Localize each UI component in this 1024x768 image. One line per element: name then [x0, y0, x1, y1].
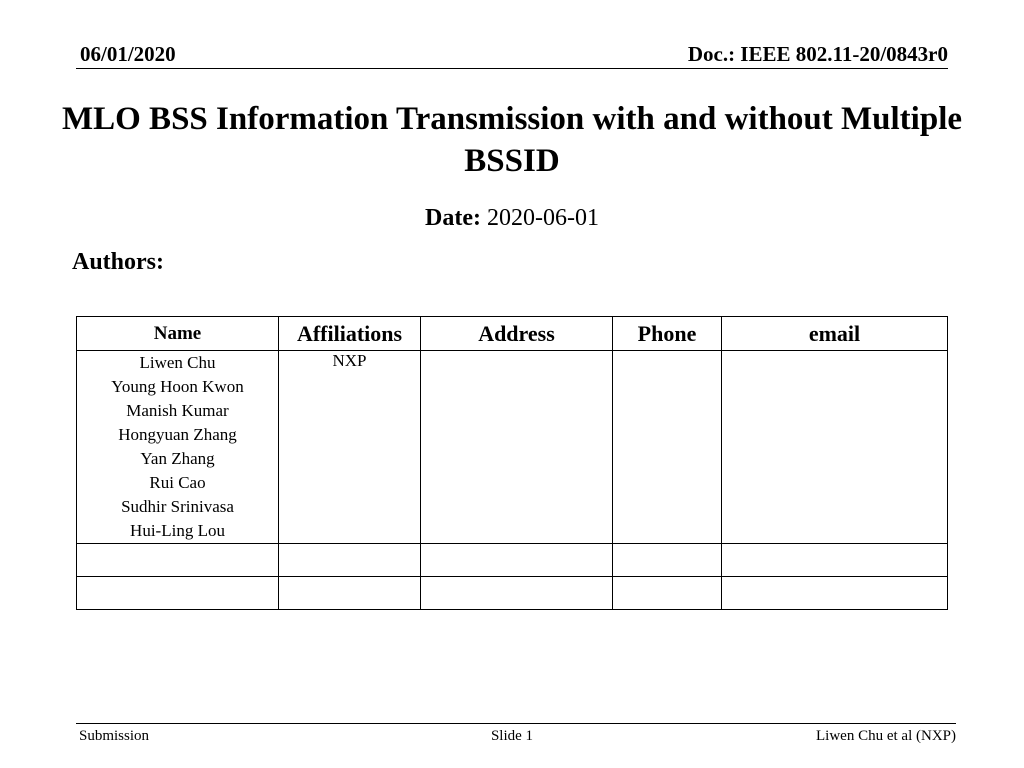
header-date: 06/01/2020	[80, 42, 176, 66]
empty-cell	[77, 577, 279, 610]
table-row	[77, 544, 948, 577]
author-name: Manish Kumar	[126, 401, 229, 420]
date-line	[0, 205, 1024, 232]
author-name: Young Hoon Kwon	[111, 377, 244, 396]
col-header-address: Address	[421, 317, 613, 351]
empty-cell	[613, 577, 722, 610]
table-header-row	[77, 317, 948, 351]
empty-cell	[722, 577, 948, 610]
date-label: Date:	[425, 205, 481, 231]
col-header-affiliations: Affiliations	[279, 317, 421, 351]
author-name: Sudhir Srinivasa	[121, 497, 234, 516]
phone-cell	[613, 351, 722, 544]
authors-label: Authors:	[72, 249, 165, 275]
affiliation-cell: NXP	[279, 351, 421, 544]
empty-cell	[77, 544, 279, 577]
footer-slide-number: Slide 1	[490, 728, 534, 744]
footer-submission: Submission	[79, 728, 150, 744]
col-header-email: email	[722, 317, 948, 351]
col-header-name: Name	[77, 317, 279, 351]
empty-cell	[279, 544, 421, 577]
footer-author: Liwen Chu et al (NXP)	[816, 728, 956, 744]
header-doc-id: Doc.: IEEE 802.11-20/0843r0	[687, 42, 948, 66]
empty-cell	[421, 544, 613, 577]
author-name: Hui-Ling Lou	[130, 521, 225, 540]
slide-title: MLO BSS Information Transmission with and without Multiple BSSID	[61, 101, 963, 179]
names-cell	[77, 351, 279, 544]
author-name: Liwen Chu	[139, 353, 216, 372]
email-cell	[722, 351, 948, 544]
empty-cell	[421, 577, 613, 610]
empty-cell	[613, 544, 722, 577]
table-row	[77, 577, 948, 610]
date-value: 2020-06-01	[486, 205, 599, 231]
footer-rule	[76, 723, 956, 724]
author-name: Rui Cao	[149, 473, 206, 492]
col-header-phone: Phone	[613, 317, 722, 351]
author-name: Hongyuan Zhang	[118, 425, 237, 444]
author-name: Yan Zhang	[140, 449, 215, 468]
table-row	[77, 351, 948, 544]
empty-cell	[279, 577, 421, 610]
header-rule	[76, 68, 948, 69]
empty-cell	[722, 544, 948, 577]
address-cell	[421, 351, 613, 544]
authors-table	[76, 316, 948, 610]
